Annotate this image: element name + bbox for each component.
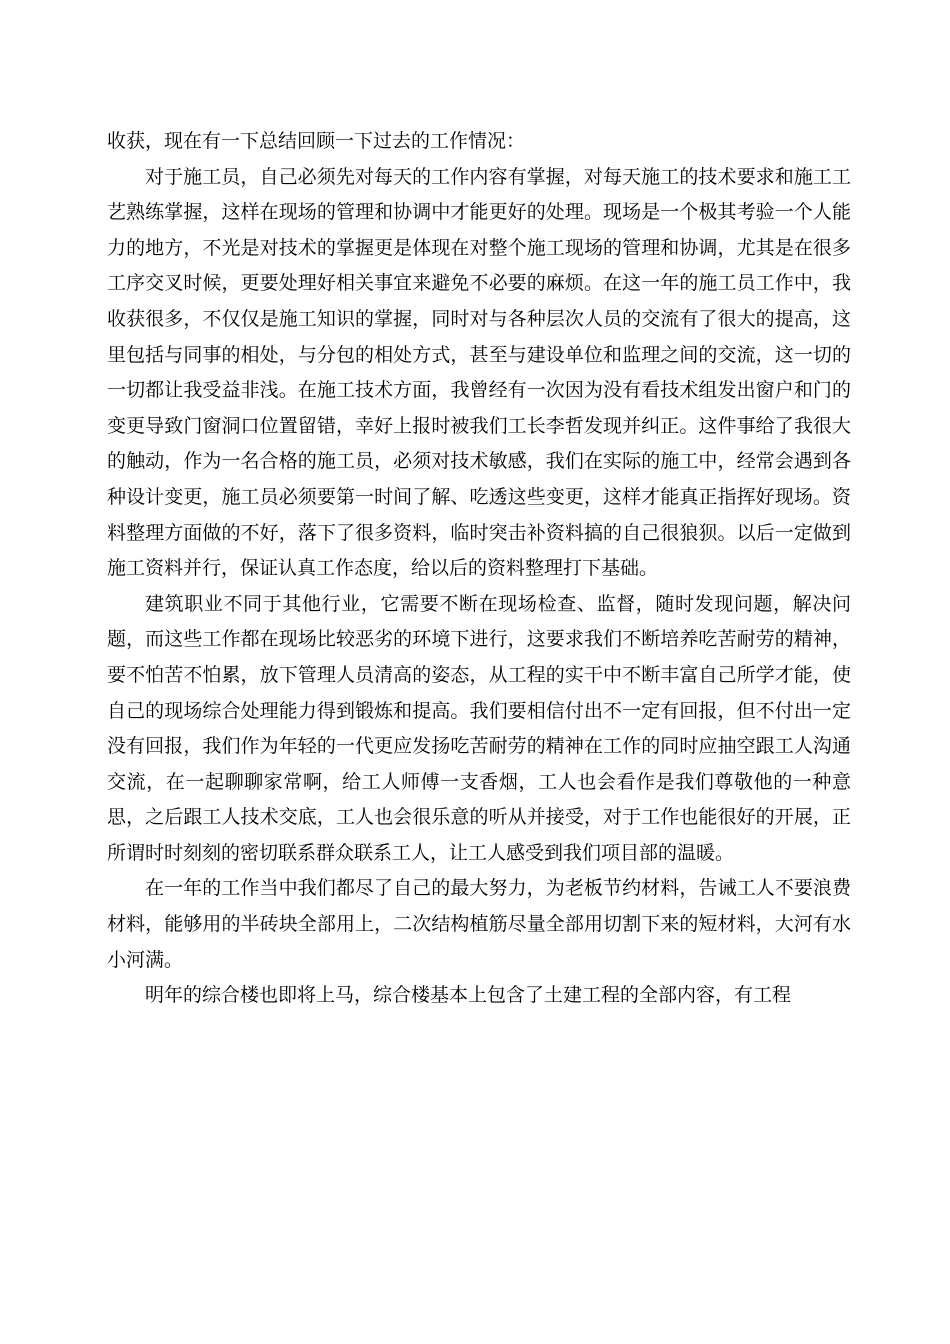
paragraph-next-year: 明年的综合楼也即将上马，综合楼基本上包含了土建工程的全部内容，有工程 [145,984,792,1007]
paragraph-hard-work-spirit: 建筑职业不同于其他行业，它需要不断在现场检查、监督，随时发现问题，解决问题，而这些工作都在现场比较恶劣的环境下进行，这要求我们不断培养吃苦耐劳的精神，要不怕苦不怕累，放下管理人员清高的姿态，从工程的实干中不断丰富自己所学才能，使自己的现场综合处理能力得到锻炼和提高。我们要相信付出不一定有回报，但不付出一定没有回报，我们作为年轻的一代更应发扬吃苦耐劳的精神在工作的同时应抽空跟工人沟通交流，在一起聊聊家常啊，给工人师傅一支香烟，工人也会看作是我们尊敬他的一种意思，之后跟工人技术交底，工人也会很乐意的听从并接受，对于工作也能很好的开展，正所谓时时刻刻的密切联系群众联系工人，让工人感受到我们项目部的温暖。 [107,592,851,864]
paragraph-construction-worker: 对于施工员，自己必须先对每天的工作内容有掌握，对每天施工的技术要求和施工工艺熟练掌握，这样在现场的管理和协调中才能更好的处理。现场是一个极其考验一个人能力的地方，不光是对技术的掌握更是体现在对整个施工现场的管理和协调，尤其是在很多工序交叉时候，更要处理好相关事宜来避免不必要的麻烦。在这一年的施工员工作中，我收获很多，不仅仅是施工知识的掌握，同时对与各种层次人员的交流有了很大的提高，这里包括与同事的相处，与分包的相处方式，甚至与建设单位和监理之间的交流，这一切的一切都让我受益非浅。在施工技术方面，我曾经有一次因为没有看技术组发出窗户和门的变更导致门窗洞口位置留错，幸好上报时被我们工长李哲发现并纠正。这件事给了我很大的触动，作为一名合格的施工员，必须对技术敏感，我们在实际的施工中，经常会遇到各种设计变更，施工员必须要第一时间了解、吃透这些变更，这样才能真正指挥好现场。资料整理方面做的不好，落下了很多资料，临时突击补资料搞的自己很狼狈。以后一定做到施工资料并行，保证认真工作态度，给以后的资料整理打下基础。 [107,165,851,580]
paragraph-intro: 收获，现在有一下总结回顾一下过去的工作情况： [107,130,526,152]
document-body [107,124,851,1014]
paragraph-material-saving: 在一年的工作当中我们都尽了自己的最大努力，为老板节约材料，告诫工人不要浪费材料，能够用的半砖块全部用上，二次结构植筋尽量全部用切割下来的短材料，大河有水小河满。 [107,877,851,971]
